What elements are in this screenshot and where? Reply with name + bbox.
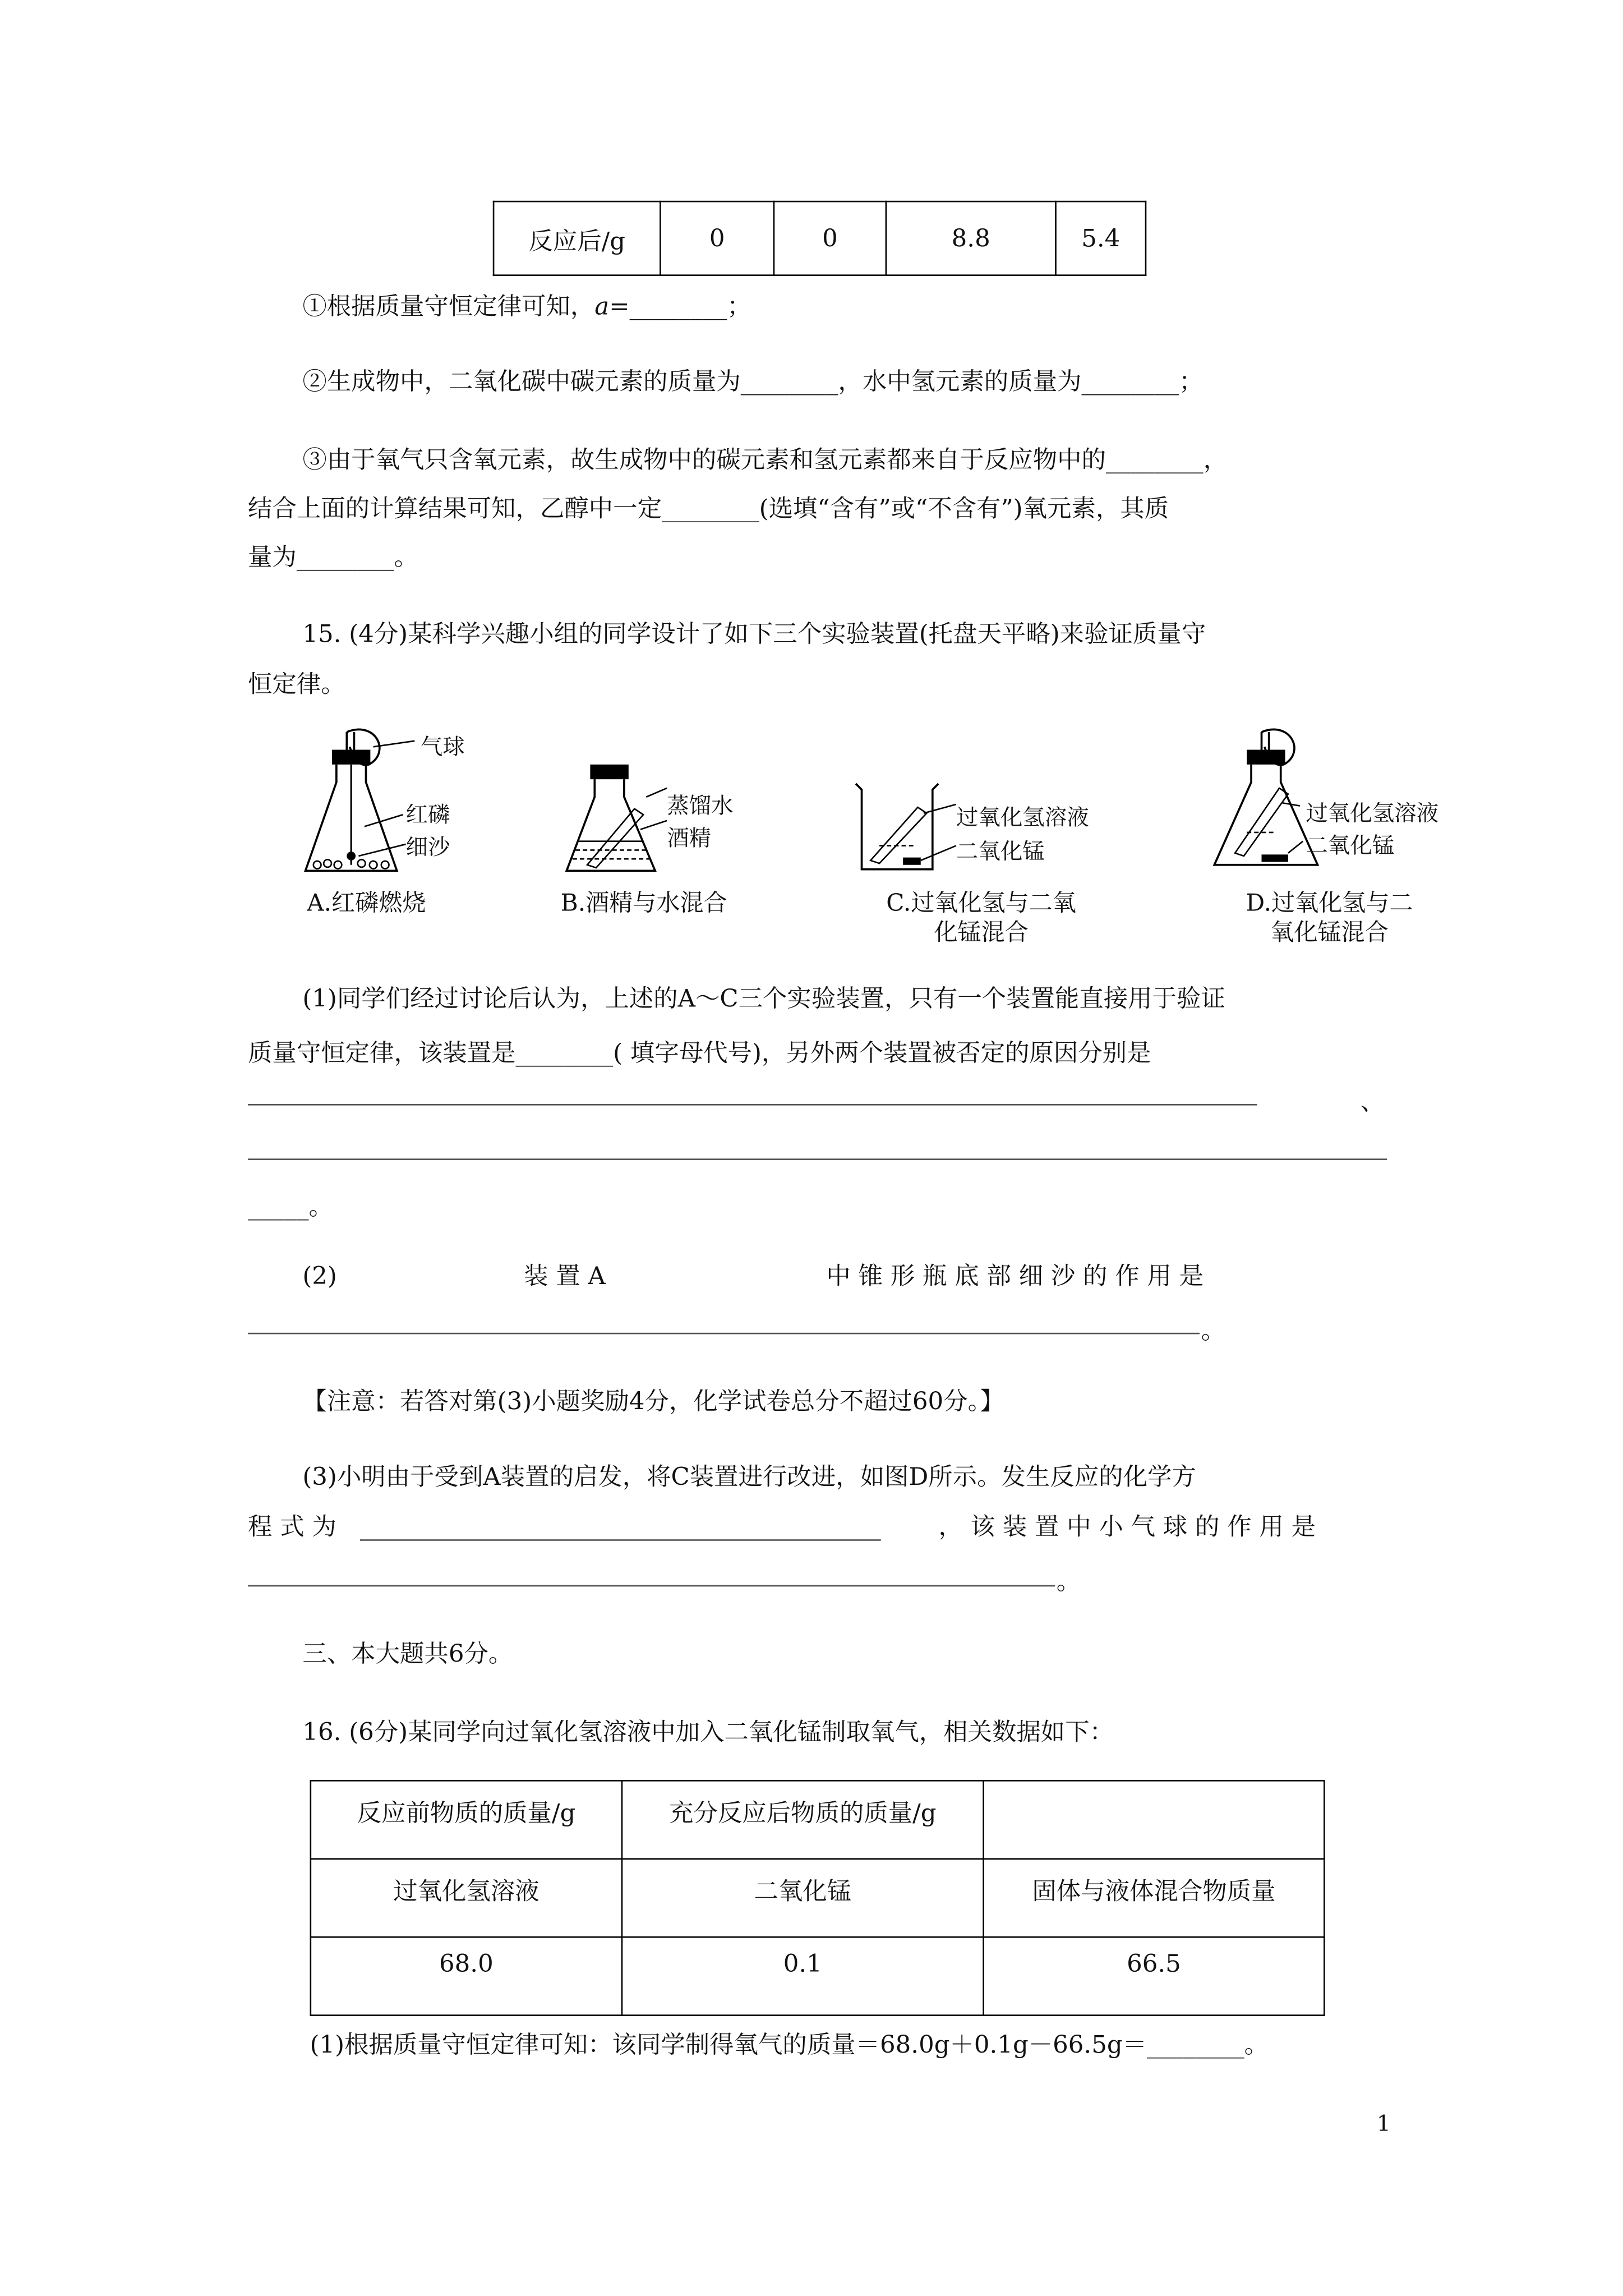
caption-b: B.酒精与水混合 xyxy=(560,888,727,917)
page-number: 1 xyxy=(1376,2110,1391,2137)
q15-s3-line2-right: ， 该 装 置 中 小 气 球 的 作 用 是 xyxy=(938,1512,1316,1541)
label-red-phosphorus: 红磷 xyxy=(405,801,450,828)
label-h2o2-d: 过氧化氢溶液 xyxy=(1306,800,1439,827)
answer-line-5 xyxy=(248,1585,1055,1587)
label-alcohol: 酒精 xyxy=(667,825,712,852)
q15-s1-end: _____。 xyxy=(248,1192,333,1221)
q15-s1-comma: 、 xyxy=(1360,1088,1385,1116)
q16-header-blank xyxy=(984,1780,1325,1858)
caption-d xyxy=(1219,889,1440,947)
reaction-table-top xyxy=(493,201,1147,276)
q14-part1 xyxy=(302,280,751,332)
answer-line-2 xyxy=(248,1158,1387,1160)
q15-intro-line2: 恒定律。 xyxy=(248,670,345,698)
caption-a: A.红磷燃烧 xyxy=(307,888,426,917)
cell-value-2: 0 xyxy=(774,201,886,275)
caption-d-line1: D.过氧化氢与二 xyxy=(1246,888,1413,917)
section-3-heading: 三、本大题共6分。 xyxy=(302,1640,513,1668)
q16-col-h2o2: 过氧化氢溶液 xyxy=(311,1859,622,1937)
q15-s3-end: 。 xyxy=(1056,1567,1081,1596)
q14-part1-blank: =________； xyxy=(609,292,751,320)
row-label-after: 反应后/g xyxy=(494,201,660,275)
q15-s2-end: 。 xyxy=(1201,1316,1226,1345)
q14-part3-line1: ③由于氧气只含氧元素，故生成物中的碳元素和氢元素都来自于反应物中的________， xyxy=(302,445,1228,474)
q16-s1: (1)根据质量守恒定律可知：该同学制得氧气的质量＝68.0g＋0.1g－66.5g＝________。 xyxy=(310,2031,1269,2059)
q15-s3-line1: (3)小明由于受到A装置的启发，将C装置进行改进，如图D所示。发生反应的化学方 xyxy=(302,1462,1196,1491)
answer-line-1 xyxy=(248,1104,1257,1106)
q16-header-after: 充分反应后物质的质量/g xyxy=(622,1780,984,1858)
q16-header-before: 反应前物质的质量/g xyxy=(311,1780,622,1858)
q15-s1-line1: (1)同学们经过讨论后认为，上述的A～C三个实验装置，只有一个装置能直接用于验证 xyxy=(302,984,1225,1013)
answer-line-3 xyxy=(248,1333,1200,1335)
label-mno2-c: 二氧化锰 xyxy=(956,838,1045,865)
cell-value-1: 0 xyxy=(660,201,774,275)
caption-c-line1: C.过氧化氢与二氧 xyxy=(886,888,1076,917)
q15-s1-line2: 质量守恒定律，该装置是________( 填字母代号)，另外两个装置被否定的原因分别是 xyxy=(248,1039,1151,1068)
cell-value-3: 8.8 xyxy=(886,201,1056,275)
caption-c-line2: 化锰混合 xyxy=(934,918,1029,946)
q16-data-table xyxy=(310,1780,1325,2016)
beaker-c-drawing xyxy=(850,778,967,881)
label-mno2-d: 二氧化锰 xyxy=(1306,832,1395,859)
q14-part3-line3: 量为________。 xyxy=(248,543,418,572)
q16-val-h2o2: 68.0 xyxy=(311,1937,622,2015)
q14-part2: ②生成物中，二氧化碳中碳元素的质量为________，水中氢元素的质量为________； xyxy=(302,367,1204,396)
cell-value-4: 5.4 xyxy=(1055,201,1145,275)
label-fine-sand: 细沙 xyxy=(405,834,450,861)
label-distilled-water: 蒸馏水 xyxy=(667,792,734,820)
q16-val-mno2: 0.1 xyxy=(622,1937,984,2015)
label-balloon: 气球 xyxy=(420,733,465,760)
q15-s3-line2-left: 程 式 为 xyxy=(248,1512,336,1541)
q14-part3-line2: 结合上面的计算结果可知，乙醇中一定________(选填“含有”或“不含有”)氧元素，其质 xyxy=(248,494,1169,523)
q14-part1-text: ①根据质量守恒定律可知， xyxy=(302,292,595,320)
q15-s2-mid: 装 置 A xyxy=(524,1262,606,1290)
q16-val-mixture: 66.5 xyxy=(984,1937,1325,2015)
caption-c xyxy=(863,889,1099,947)
q14-part1-var: a xyxy=(594,292,610,320)
answer-line-4 xyxy=(360,1539,881,1541)
q15-intro-line1: 15. (4分)某科学兴趣小组的同学设计了如下三个实验装置(托盘天平略)来验证质量守 xyxy=(302,620,1206,648)
q15-s2-num: (2) xyxy=(302,1262,337,1290)
q16-col-mixture: 固体与液体混合物质量 xyxy=(984,1859,1325,1937)
label-h2o2-c: 过氧化氢溶液 xyxy=(956,804,1089,831)
q16-intro: 16. (6分)某同学向过氧化氢溶液中加入二氧化锰制取氧气，相关数据如下： xyxy=(302,1718,1114,1746)
q15-s2-right: 中 锥 形 瓶 底 部 细 沙 的 作 用 是 xyxy=(826,1262,1204,1290)
caption-d-line2: 氧化锰混合 xyxy=(1270,918,1389,946)
q16-col-mno2: 二氧化锰 xyxy=(622,1859,984,1937)
bonus-note: 【注意：若答对第(3)小题奖励4分，化学试卷总分不超过60分。】 xyxy=(302,1387,1004,1416)
